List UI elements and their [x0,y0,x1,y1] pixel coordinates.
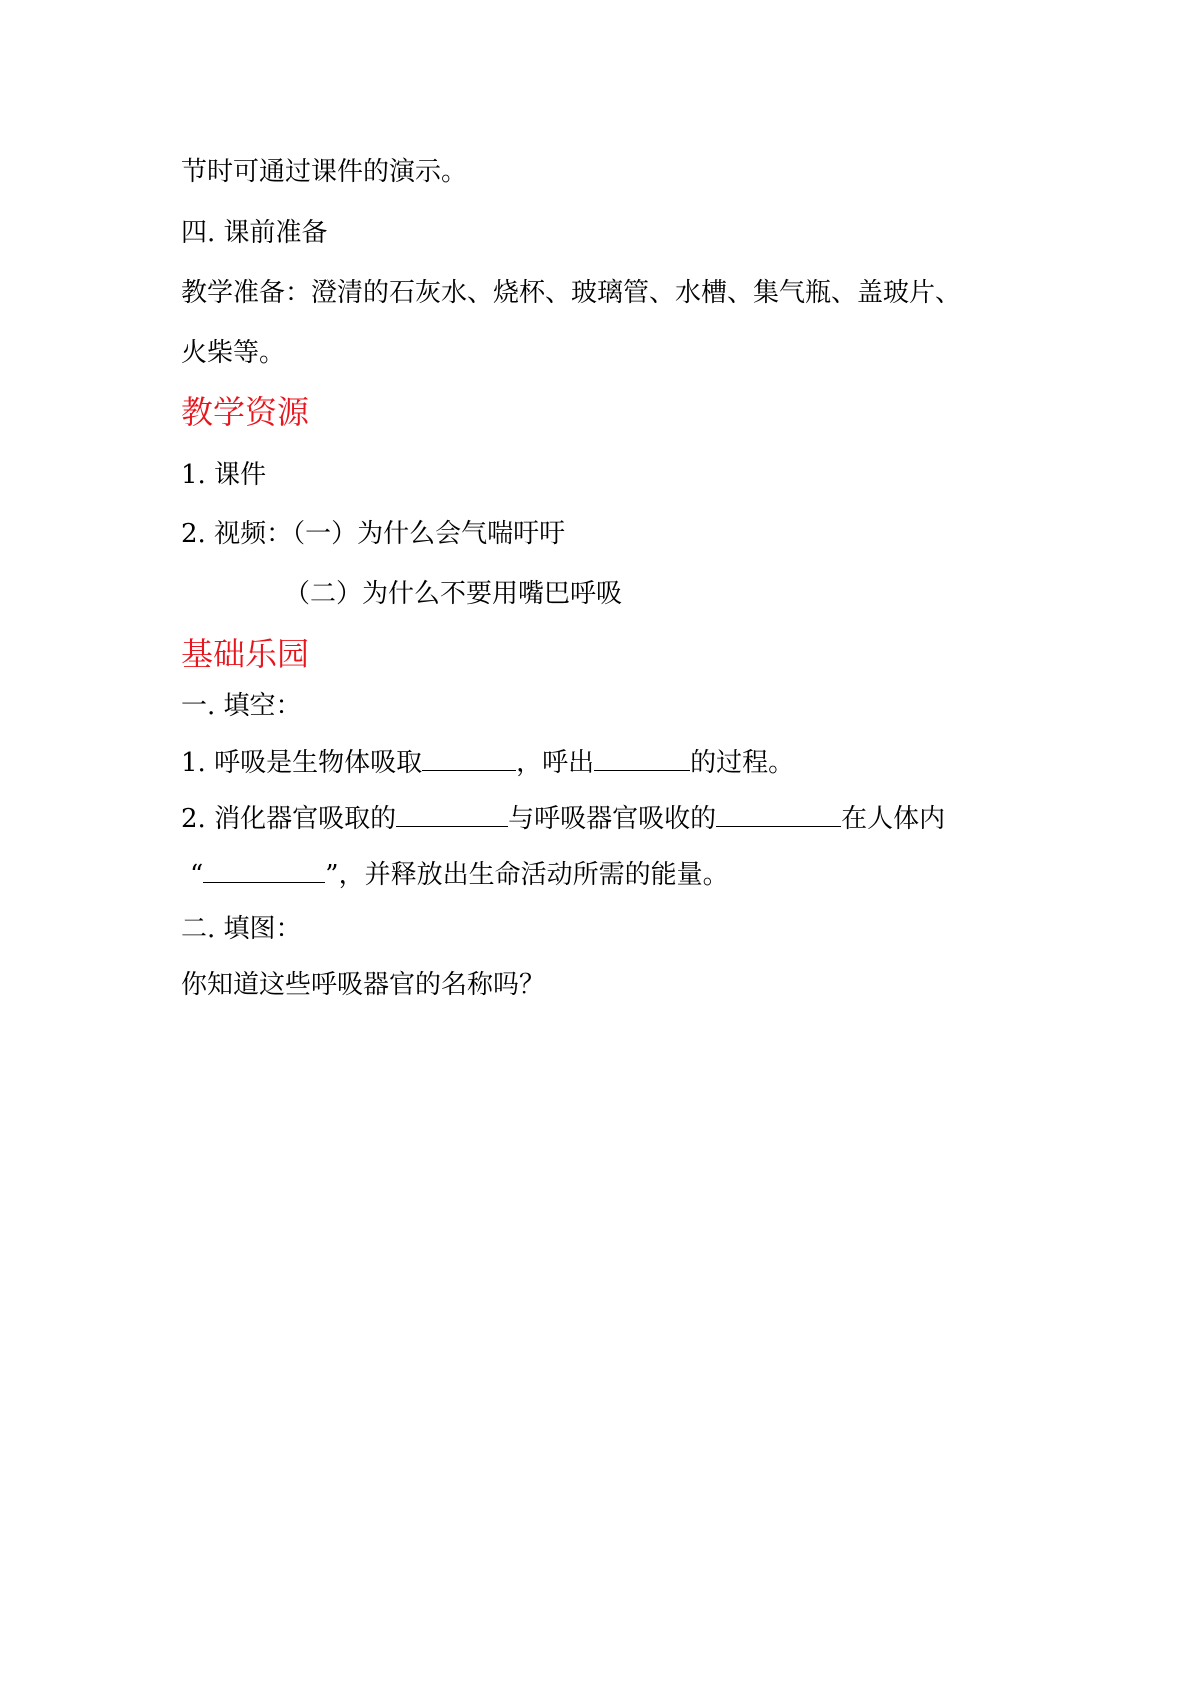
basics-heading: 基础乐园 [181,635,310,673]
question-2 [181,800,945,836]
question-2-open-quote: “ [190,860,204,890]
materials-line-2: 火柴等。 [181,338,286,368]
question-1 [181,744,794,780]
materials-line-1: 教学准备：澄清的石灰水、烧杯、玻璃管、水槽、集气瓶、盖玻片、 [181,278,962,308]
fill-in-title: 一. 填空： [181,691,302,721]
answer-blank-4[interactable] [716,800,841,827]
question-1-part-1: 1. 呼吸是生物体吸取 [181,748,423,778]
diagram-question: 你知道这些呼吸器官的名称吗？ [181,970,546,1000]
question-2-part-2: 与呼吸器官吸收的 [508,804,717,834]
answer-blank-3[interactable] [396,800,508,827]
question-2-close-text: ”，并释放出生命活动所需的能量。 [325,860,729,890]
answer-blank-5[interactable] [203,856,325,883]
section-prep-title: 四. 课前准备 [181,218,328,248]
answer-blank-2[interactable] [594,744,690,771]
question-2-part-1: 2. 消化器官吸取的 [181,804,397,834]
answer-blank-1[interactable] [422,744,516,771]
resources-heading: 教学资源 [181,393,310,431]
question-1-part-2: ，呼出 [516,748,595,778]
question-1-part-3: 的过程。 [690,748,795,778]
resource-item-video-1: 2. 视频：（一）为什么会气喘吁吁 [181,519,566,549]
intro-tail-text: 节时可通过课件的演示。 [181,157,468,187]
resource-item-video-2: （二）为什么不要用嘴巴呼吸 [284,579,623,609]
diagram-title: 二. 填图： [181,914,302,944]
question-2-line-2 [190,856,729,892]
resource-item-courseware: 1. 课件 [181,460,267,490]
question-2-part-3: 在人体内 [841,804,946,834]
